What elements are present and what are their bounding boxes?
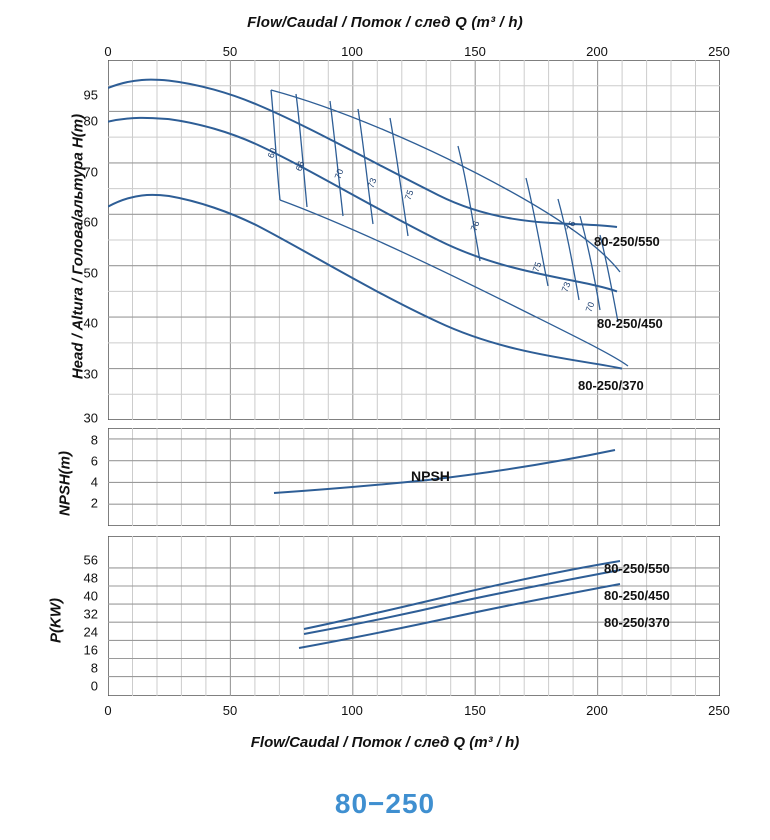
x-tick-50-top: 50 — [222, 44, 238, 59]
npsh-curve-label: NPSH — [411, 468, 450, 484]
x-tick-0-bottom: 0 — [104, 703, 112, 718]
top-x-tick-labels — [0, 44, 770, 60]
power-curve-label-450: 80-250/450 — [604, 588, 670, 603]
x-tick-200-top: 200 — [586, 44, 608, 59]
power-y-tick-56: 56 — [83, 552, 98, 568]
efficiency-label-75-right: 75 — [530, 260, 544, 274]
model-label: 80−250 — [334, 788, 436, 819]
efficiency-label-70-right: 70 — [583, 300, 597, 314]
x-tick-150-top: 150 — [464, 44, 486, 59]
head-y-tick-60: 50 — [83, 265, 98, 281]
power-y-tick-16: 16 — [83, 642, 98, 658]
top-axis-title: Flow/Caudal / Поток / след Q (m³ / h) — [247, 14, 523, 31]
efficiency-label-73: 73 — [365, 176, 379, 190]
efficiency-label-75: 75 — [402, 188, 416, 202]
npsh-y-tick-6: 6 — [90, 453, 98, 469]
bottom-axis-title: Flow/Caudal / Поток / след Q (m³ / h) — [250, 734, 520, 751]
npsh-y-tick-8: 8 — [90, 432, 98, 448]
x-tick-150-bottom: 150 — [464, 703, 486, 718]
head-axis-label: Head / Altura / Голова/альтура H(m) — [69, 113, 87, 380]
efficiency-label-76-left: 76 — [468, 219, 482, 233]
head-y-tick-90: 80 — [83, 113, 98, 129]
head-curve-label-550: 80-250/550 — [594, 234, 660, 249]
x-tick-250-top: 250 — [708, 44, 730, 59]
x-tick-100-top: 100 — [341, 44, 363, 59]
power-y-tick-40: 40 — [83, 588, 98, 604]
power-y-tick-8: 8 — [90, 660, 98, 676]
power-y-tick-32: 32 — [83, 606, 98, 622]
head-curve-label-450: 80-250/450 — [597, 316, 663, 331]
bottom-x-tick-labels — [0, 703, 770, 719]
x-tick-50-bottom: 50 — [222, 703, 238, 718]
npsh-axis-label: NPSH(m) — [56, 451, 74, 517]
head-y-tick-70: 60 — [83, 214, 98, 230]
npsh-y-tick-4: 4 — [90, 474, 98, 490]
efficiency-label-73-right: 73 — [559, 280, 573, 294]
npsh-y-tick-2: 2 — [90, 495, 98, 511]
efficiency-label-70: 70 — [332, 167, 346, 181]
x-tick-0-top: 0 — [104, 44, 112, 59]
head-y-tick-50: 40 — [83, 315, 98, 331]
head-y-tick-40: 30 — [83, 366, 98, 382]
head-y-tick-30: 30 — [83, 410, 98, 426]
x-tick-100-bottom: 100 — [341, 703, 363, 718]
x-tick-250-bottom: 250 — [708, 703, 730, 718]
efficiency-label-60: 60 — [265, 146, 279, 160]
power-y-tick-48: 48 — [83, 570, 98, 586]
head-curve-label-370: 80-250/370 — [578, 378, 644, 393]
power-y-tick-0: 0 — [90, 678, 98, 694]
head-y-tick-95: 95 — [83, 87, 98, 103]
efficiency-label-76-right: 76 — [564, 219, 578, 233]
power-curve-label-370: 80-250/370 — [604, 615, 670, 630]
power-curve-label-550: 80-250/550 — [604, 561, 670, 576]
efficiency-label-66: 66 — [293, 159, 307, 173]
x-tick-200-bottom: 200 — [586, 703, 608, 718]
power-y-tick-24: 24 — [83, 624, 98, 640]
power-axis-label: P(KW) — [47, 598, 65, 643]
head-y-tick-80: 70 — [83, 164, 98, 180]
